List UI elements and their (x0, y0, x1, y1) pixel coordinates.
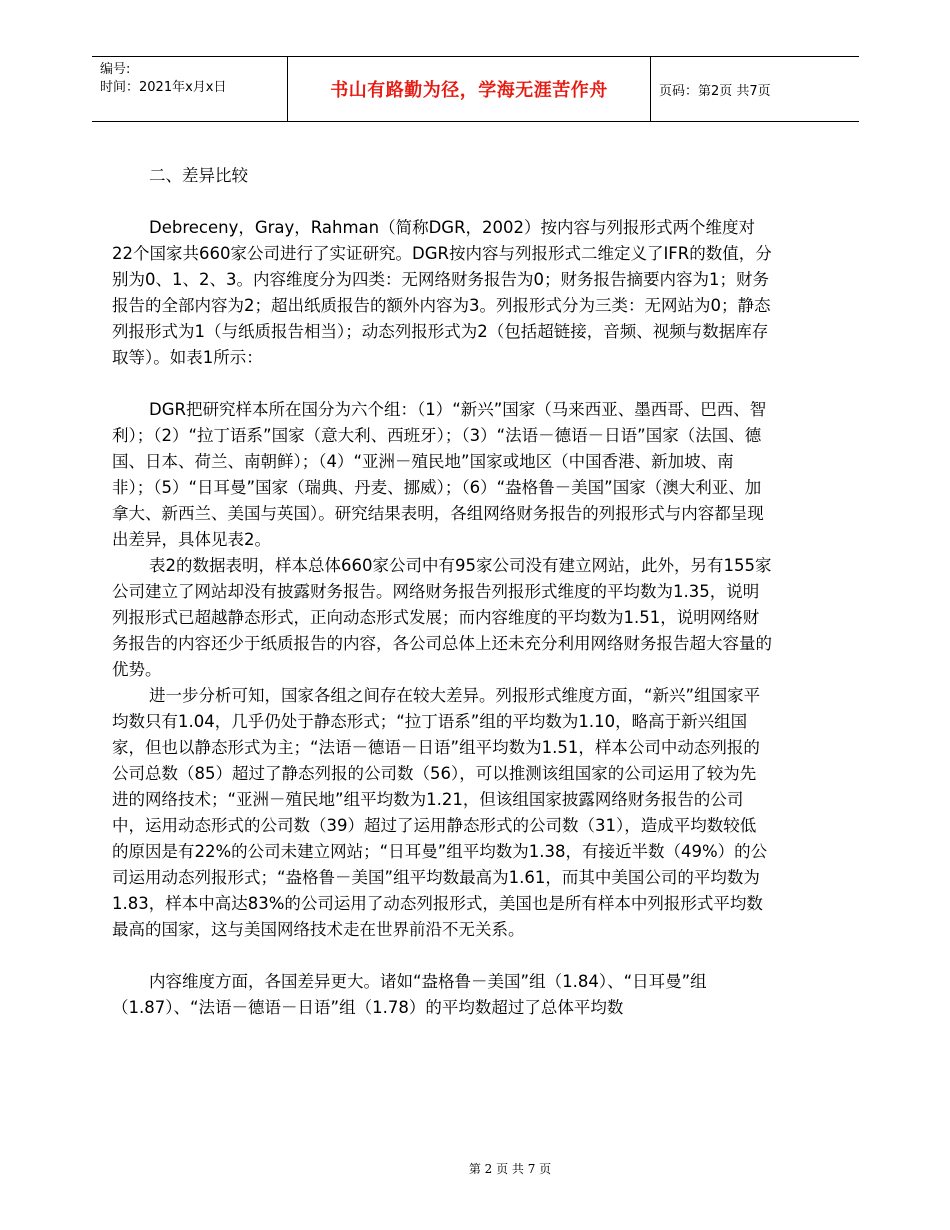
paragraph-3: 表2的数据表明，样本总体660家公司中有95家公司没有建立网站，此外，另有155家公司建立了网站却没有披露财务报告。网络财务报告列报形式维度的平均数为1.35，说明列报形式已超越静态形式，正向动态形式发展；而内容维度的平均数为1.51，说明网络财务报告的内容还少于纸质报告的内容，各公司总体上还未充分利用网络财务报告超大容量的优势。 (112, 556, 772, 679)
header-page-info: 页码：第2页 共7页 (659, 83, 771, 99)
time-label: 时间：2021年x月x日 (100, 80, 227, 95)
page-footer: 第 2 页 共 7 页 (468, 1162, 552, 1176)
serial-label: 编号: (100, 62, 131, 77)
paragraph-5: 内容维度方面，各国差异更大。诸如“盎格鲁－美国”组（1.84）、“日耳曼”组（1.87）、“法语－德语－日语”组（1.78）的平均数超过了总体平均数 (112, 972, 707, 1017)
page-header (92, 56, 859, 122)
document-body (112, 163, 772, 1021)
section-title: 二、差异比较 (149, 166, 248, 185)
paragraph-4: 进一步分析可知，国家各组之间存在较大差异。列报形式维度方面，“新兴”组国家平均数只有1.04，几乎仍处于静态形式；“拉丁语系”组的平均数为1.10，略高于新兴组国家，但也以静态形式为主；“法语－德语－日语”组平均数为1.51，样本公司中动态列报的公司总数（85）超过了静态列报的公司数（56），可以推测该组国家的公司运用了较为先进的网络技术；“亚洲－殖民地”组平均数为1.21，但该组国家披露网络财务报告的公司中，运用动态形式的公司数（39）超过了运用静态形式的公司数（31），造成平均数较低的原因是有22%的公司未建立网站；“日耳曼”组平均数为1.38，有接近半数（49%）的公司运用动态列报形式；“盎格鲁－美国”组平均数最高为1.61，而其中美国公司的平均数为1.83，样本中高达83%的公司运用了动态列报形式，美国也是所有样本中列报形式平均数最高的国家，这与美国网络技术走在世界前沿不无关系。 (112, 686, 768, 939)
header-meta (92, 57, 287, 121)
paragraph-2: DGR把研究样本所在国分为六个组：（1）“新兴”国家（马来西亚、墨西哥、巴西、智利）；（2）“拉丁语系”国家（意大利、西班牙）；（3）“法语－德语－日语”国家（法国、德国、日本、荷兰、南朝鲜）；（4）“亚洲－殖民地”国家或地区（中国香港、新加坡、南非）；（5）“日耳曼”国家（瑞典、丹麦、挪威）；（6）“盎格鲁－美国”国家（澳大利亚、加拿大、新西兰、美国与英国）。研究结果表明，各组网络财务报告的列报形式与内容都呈现出差异，具体见表2。 (112, 400, 767, 549)
paragraph-1: Debreceny，Gray，Rahman（简称DGR，2002）按内容与列报形式两个维度对22个国家共660家公司进行了实证研究。DGR按内容与列报形式二维定义了IFR的数值，分别为0、1、2、3。内容维度分为四类：无网络财务报告为0；财务报告摘要内容为1；财务报告的全部内容为2；超出纸质报告的额外内容为3。列报形式分为三类：无网站为0；静态列报形式为1（与纸质报告相当）；动态列报形式为2（包括超链接，音频、视频与数据库存取等）。如表1所示： (112, 218, 772, 367)
header-motto: 书山有路勤为径，学海无涯苦作舟 (287, 57, 651, 121)
